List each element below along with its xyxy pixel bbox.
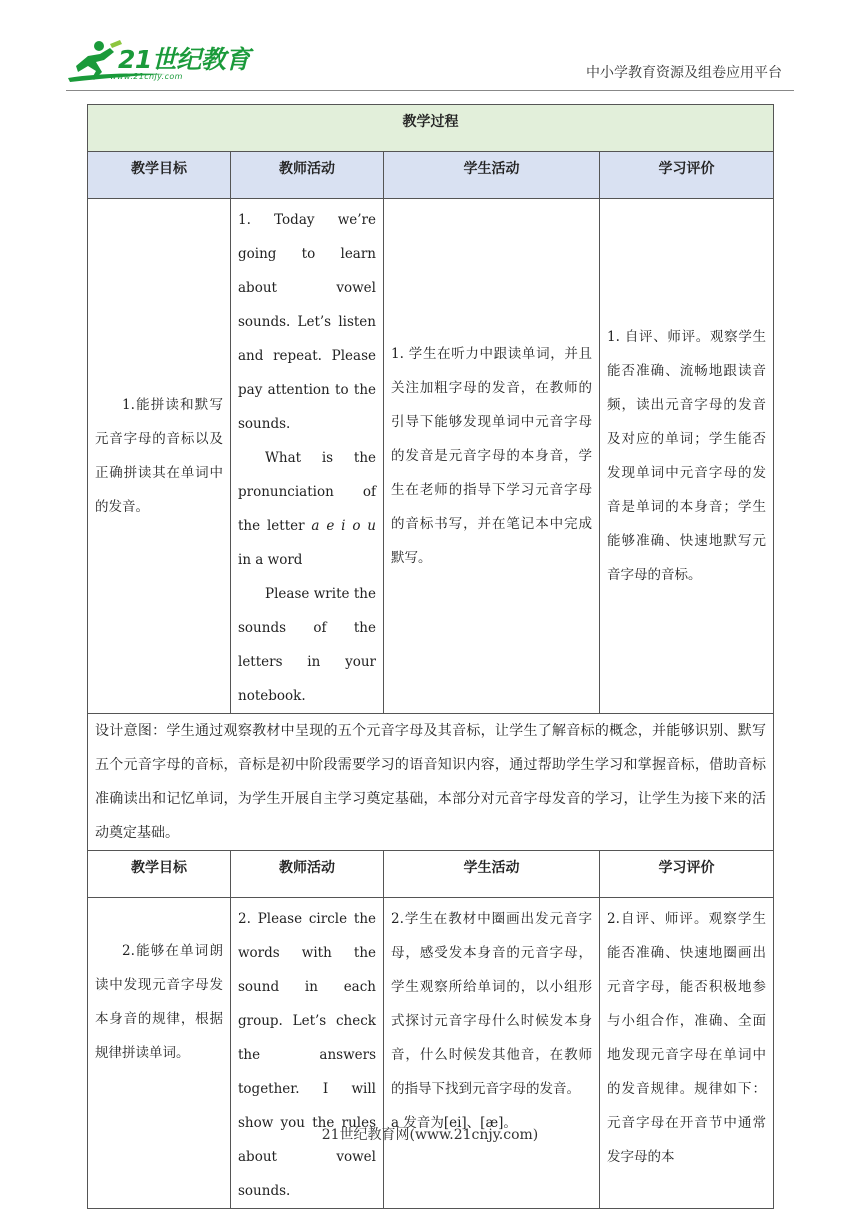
teacher-activity-cell (231, 898, 384, 1209)
student-activity-note: a 发音为[ei]、[æ]。 (391, 1115, 517, 1131)
student-activity-text: 2.学生在教材中圈画出发元音字母，感受发本身音的元音字母，学生观察所给单词的，以小组形式探讨元音字母什么时候发本身音，什么时候发其他音，在教师的指导下找到元音字母的发音。 (391, 911, 592, 1097)
goal-text: 1.能拼读和默写元音字母的音标以及正确拼读其在单词中的发音。 (95, 397, 223, 515)
design-intent-row (88, 714, 774, 851)
platform-name: 中小学教育资源及组卷应用平台 (586, 65, 782, 81)
column-header: 教学目标 (88, 851, 231, 898)
page-header (0, 0, 860, 100)
teacher-question-text (238, 441, 376, 577)
column-header: 教师活动 (231, 152, 384, 199)
table-header-row (88, 152, 774, 199)
column-header: 学习评价 (600, 152, 774, 199)
goal-cell (88, 898, 231, 1209)
column-header: 教师活动 (231, 851, 384, 898)
header-divider (66, 90, 794, 91)
teacher-activity-cell (231, 199, 384, 714)
table-header-row-2 (88, 851, 774, 898)
logo-url: www.21cnjy.com (110, 72, 183, 81)
student-activity-cell (384, 199, 600, 714)
student-activity-text: 1. 学生在听力中跟读单词，并且关注加粗字母的发音，在教师的引导下能够发现单词中元音字母的发音是元音字母的本身音，学生在老师的指导下学习元音字母的音标书写，并在笔记本中完成默写。 (391, 346, 592, 566)
teacher-instruction-text: Please write the sounds of the letters in your notebook. (238, 586, 376, 704)
evaluation-text: 1. 自评、师评。观察学生能否准确、流畅地跟读音频，读出元音字母的发音及对应的单词；学生能否发现单词中元音字母的发音是单词的本身音；学生能够准确、快速地默写元音字母的音标。 (607, 329, 766, 583)
page-footer: 21世纪教育网(www.21cnjy.com) (321, 1127, 539, 1143)
teaching-process-table (87, 104, 774, 1209)
table-row (88, 898, 774, 1209)
teacher-activity-text: 2. Please circle the words with the sound in each group. Let’s check the answers together. I will show you the rules about vowel sounds. (238, 911, 376, 1199)
column-header: 教学目标 (88, 152, 231, 199)
table-title: 教学过程 (88, 105, 774, 152)
column-header: 学生活动 (384, 851, 600, 898)
table-title-row (88, 105, 774, 152)
column-header: 学习评价 (600, 851, 774, 898)
goal-cell (88, 199, 231, 714)
evaluation-cell (600, 898, 774, 1209)
student-activity-cell (384, 898, 600, 1209)
vowel-letters: a e i o u (311, 518, 377, 534)
table-row (88, 199, 774, 714)
logo-text: 21世纪教育 (118, 45, 250, 74)
evaluation-cell (600, 199, 774, 714)
design-intent-text: 设计意图：学生通过观察教材中呈现的五个元音字母及其音标，让学生了解音标的概念，并能够识别、默写五个元音字母的音标，音标是初中阶段需要学习的语音知识内容，通过帮助学生学习和掌握音标，借助音标准确读出和记忆单词，为学生开展自主学习奠定基础，本部分对元音字母发音的学习，让学生为接下来的活动奠定基础。 (88, 714, 774, 851)
evaluation-text: 2.自评、师评。观察学生能否准确、快速地圈画出元音字母，能否积极地参与小组合作，准确、全面地发现元音字母在单词中的发音规律。规律如下：元音字母在开音节中通常发字母的本 (607, 911, 766, 1165)
goal-text: 2.能够在单词朗读中发现元音字母发本身音的规律，根据规律拼读单词。 (95, 943, 223, 1061)
column-header: 学生活动 (384, 152, 600, 199)
teacher-question-part: in a word (238, 552, 303, 568)
teacher-question-part: What is the pronunciation of the letter (238, 450, 376, 534)
teacher-activity-text: 1. Today we’re going to learn about vowel sounds. Let’s listen and repeat. Please pay attention to the sounds. (238, 212, 376, 432)
